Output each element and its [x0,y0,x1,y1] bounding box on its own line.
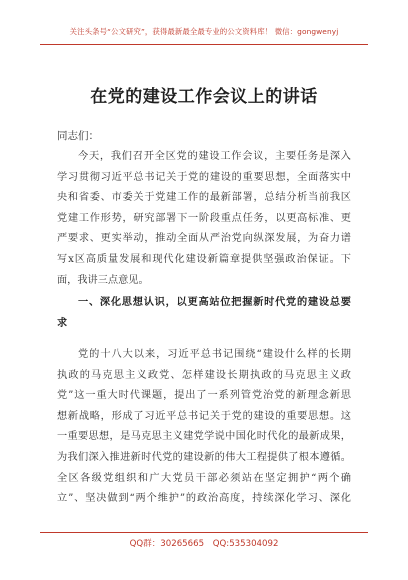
document-title: 在党的建设工作会议上的讲话 [90,87,318,107]
footer-qq: QQ:535304092 [212,539,279,549]
paragraph-2 [57,345,351,510]
heading-line: 一、深化思想认识，以更高站位把握新时代党的建设总要 [78,296,351,308]
paragraph-line: 一重要思想，是马克思主义建党学说中国化时代化的最新成果， [57,431,351,443]
header-divider [40,44,368,45]
heading-line: 求 [57,316,68,329]
paragraph-line: 党建工作形势，研究部署下一阶段重点任务，以更高标准、更 [57,212,351,224]
paragraph-line: 党的十八大以来，习近平总书记围绕“建设什么样的长期 [78,349,351,360]
paragraph-line: 央和省委、市委关于党建工作的最新部署，总结分析当前我区 [57,192,351,204]
paragraph-line: 严要求、更实举动，推动全面从严治党向纵深发展，为奋力谱 [57,233,351,245]
paragraph-line: 学习贯彻习近平总书记关于党的建设的重要思想，全面落实中 [57,171,351,183]
header-promo-note: 关注头条号“公文研究”，获得最新最全最专业的公文资料库！ 微信：gongwenyj [69,27,339,36]
footer-contact [0,537,408,549]
section-1-heading [57,292,351,333]
paragraph-line: 立”、坚决做到“两个维护”的政治高度，持续深化学习、深化 [57,493,351,505]
paragraph-line: 今天，我们召开全区党的建设工作会议，主要任务是深入 [78,151,351,162]
footer-divider [40,532,368,533]
paragraph-line: 执政的马克思主义政党、怎样建设长期执政的马克思主义政 [57,369,351,381]
paragraph-line: 写x区高质量发展和现代化建设新篇章提供坚强政治保证。下 [57,253,351,265]
paragraph-line: 想新战略，形成了习近平总书记关于党的建设的重要思想。这 [57,410,351,422]
paragraph-line: 全区各级党组织和广大党员干部必须站在坚定拥护“两个确 [57,472,351,484]
salutation: 同志们： [57,130,99,142]
footer-qq-group: QQ群：30265665 [129,539,205,549]
paragraph-1 [57,147,351,291]
paragraph-line: 党”这一重大时代课题，提出了一系列管党治党的新理念新思 [57,390,351,402]
paragraph-line: 面，我讲三点意见。 [57,274,149,286]
paragraph-line: 为我们深入推进新时代党的建设新的伟大工程提供了根本遵循。 [57,451,351,463]
